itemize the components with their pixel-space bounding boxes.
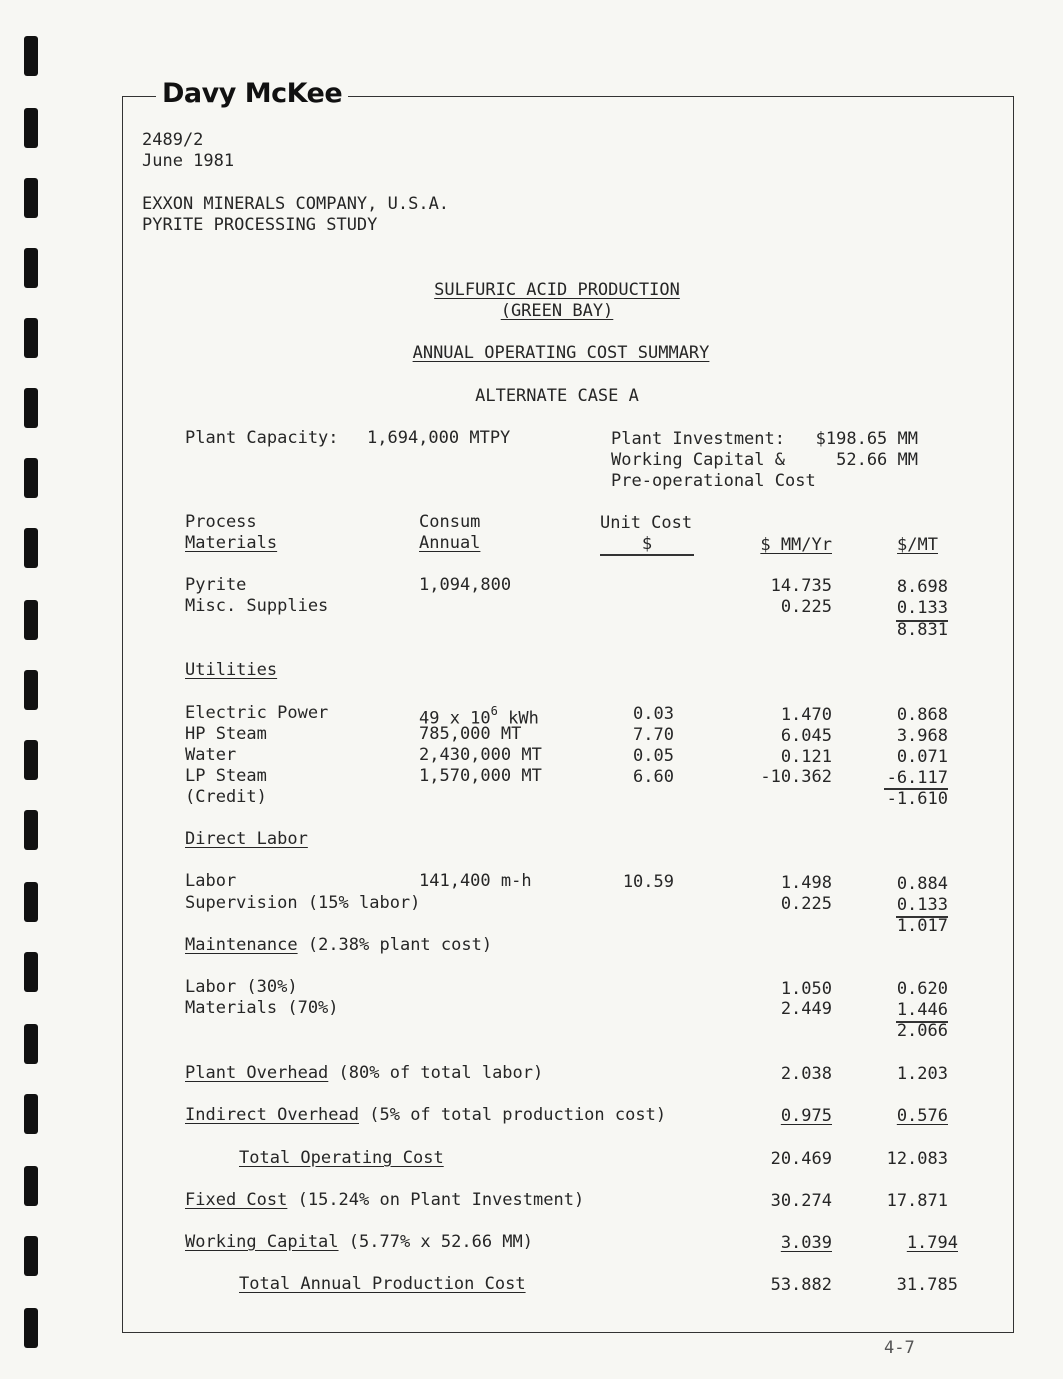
row-per-mt: 0.868 (896, 705, 948, 725)
col-mm-yr: $ MM/Yr (760, 535, 832, 555)
company-logo: Davy McKee (156, 78, 348, 109)
row-unit-cost: 6.60 (633, 767, 674, 787)
total-annual-label: Total Annual Production Cost (239, 1274, 526, 1294)
row-mm-yr: 2.449 (780, 999, 832, 1019)
row-mm-yr: 14.735 (770, 576, 832, 596)
row-per-mt: 8.698 (896, 577, 948, 597)
indirect-overhead-per-mt: 0.576 (896, 1106, 948, 1126)
binder-hole (24, 178, 38, 218)
working-capital-value: 52.66 MM (836, 450, 918, 470)
plant-overhead-label: Plant Overhead (80% of total labor) (185, 1063, 544, 1083)
binder-hole (24, 388, 38, 428)
row-item: HP Steam (185, 724, 267, 744)
page-number: 4-7 (884, 1338, 915, 1358)
indirect-overhead-label: Indirect Overhead (5% of total production cost) (185, 1105, 667, 1125)
row-mm-yr: 0.225 (780, 597, 832, 617)
working-capital-per-mt: 1.794 (906, 1233, 958, 1253)
utilities-credit-label: (Credit) (185, 787, 267, 807)
row-per-mt: -6.117 (886, 768, 948, 788)
report-location: (GREEN BAY) (500, 301, 614, 321)
doc-date: June 1981 (142, 151, 235, 171)
plant-capacity-label: Plant Capacity: (185, 428, 339, 448)
row-consum: 141,400 m-h (419, 871, 532, 891)
fixed-cost-label: Fixed Cost (15.24% on Plant Investment) (185, 1190, 585, 1210)
col-per-mt: $/MT (897, 535, 938, 555)
row-consum: 2,430,000 MT (419, 745, 542, 765)
row-per-mt: 3.968 (896, 726, 948, 746)
row-unit-cost: 10.59 (622, 872, 674, 892)
binder-hole (24, 458, 38, 498)
working-capital-mm-yr: 3.039 (780, 1233, 832, 1253)
client-name: EXXON MINERALS COMPANY, U.S.A. (142, 194, 450, 214)
row-mm-yr: -10.362 (760, 767, 832, 787)
binder-hole (24, 1024, 38, 1064)
binder-hole (24, 1094, 38, 1134)
col-unit-cost-underline (600, 554, 694, 556)
total-annual-per-mt: 31.785 (896, 1275, 958, 1295)
report-title: SULFURIC ACID PRODUCTION (434, 280, 680, 300)
row-mm-yr: 6.045 (780, 726, 832, 746)
section-heading-utilities: Utilities (185, 660, 278, 680)
binder-hole (24, 108, 38, 148)
fixed-cost-mm-yr: 30.274 (770, 1191, 832, 1211)
binder-hole (24, 810, 38, 850)
plant-capacity-value: 1,694,000 MTPY (367, 428, 511, 448)
row-consum: 49 x $10^6$ kWh (419, 704, 539, 729)
direct-labor-subtotal: 1.017 (896, 916, 948, 936)
plant-investment-value: $198.65 MM (815, 429, 918, 449)
plant-overhead-mm-yr: 2.038 (780, 1064, 832, 1084)
row-mm-yr: 1.050 (780, 979, 832, 999)
row-item: Pyrite (185, 575, 247, 595)
binder-hole (24, 1236, 38, 1276)
plant-overhead-per-mt: 1.203 (896, 1064, 948, 1084)
total-operating-label: Total Operating Cost (239, 1148, 444, 1168)
total-operating-per-mt: 12.083 (886, 1149, 948, 1169)
binder-hole (24, 36, 38, 76)
row-item: Labor (185, 871, 237, 891)
row-per-mt: 0.133 (896, 895, 948, 915)
row-per-mt: 0.620 (896, 979, 948, 999)
col-annual: Annual (419, 533, 481, 553)
row-per-mt: 0.071 (896, 747, 948, 767)
fixed-cost-per-mt: 17.871 (886, 1191, 948, 1211)
col-materials: Materials (185, 533, 278, 553)
maintenance-subtotal: 2.066 (896, 1021, 948, 1041)
row-per-mt: 0.884 (896, 874, 948, 894)
section-heading-direct-labor: Direct Labor (185, 829, 308, 849)
row-item: Supervision (15% labor) (185, 893, 421, 913)
plant-investment-label: Plant Investment: (611, 429, 785, 449)
row-item: Misc. Supplies (185, 596, 329, 616)
row-item: LP Steam (185, 766, 267, 786)
col-process: Process (185, 512, 257, 532)
section-heading-maintenance: Maintenance (2.38% plant cost) (185, 935, 493, 955)
binder-hole (24, 600, 38, 640)
study-name: PYRITE PROCESSING STUDY (142, 215, 378, 235)
total-operating-mm-yr: 20.469 (770, 1149, 832, 1169)
row-consum: 1,570,000 MT (419, 766, 542, 786)
preop-cost-label: Pre-operational Cost (611, 471, 816, 491)
binder-hole (24, 528, 38, 568)
row-item: Materials (70%) (185, 998, 339, 1018)
report-summary-title: ANNUAL OPERATING COST SUMMARY (412, 343, 710, 363)
row-unit-cost: 0.03 (633, 704, 674, 724)
working-capital-label: Working Capital & (611, 450, 785, 470)
row-item: Labor (30%) (185, 977, 298, 997)
binder-hole (24, 1308, 38, 1348)
binder-hole (24, 670, 38, 710)
binder-hole (24, 1166, 38, 1206)
row-unit-cost: 7.70 (633, 725, 674, 745)
row-mm-yr: 0.225 (780, 894, 832, 914)
row-item: Water (185, 745, 237, 765)
binder-hole (24, 248, 38, 288)
binder-hole (24, 740, 38, 780)
col-unit-cost-currency: $ (641, 534, 653, 554)
binder-hole (24, 318, 38, 358)
row-consum: 785,000 MT (419, 724, 522, 744)
row-per-mt: 0.133 (896, 598, 948, 618)
process-subtotal: 8.831 (896, 620, 948, 640)
report-case: ALTERNATE CASE A (475, 386, 639, 406)
row-per-mt: 1.446 (896, 1000, 948, 1020)
row-mm-yr: 1.498 (780, 873, 832, 893)
utilities-subtotal: -1.610 (886, 789, 948, 809)
indirect-overhead-mm-yr: 0.975 (780, 1106, 832, 1126)
working-capital-row-label: Working Capital (5.77% x 52.66 MM) (185, 1232, 534, 1252)
total-annual-mm-yr: 53.882 (770, 1275, 832, 1295)
row-unit-cost: 0.05 (633, 746, 674, 766)
row-item: Electric Power (185, 703, 329, 723)
binder-hole (24, 952, 38, 992)
binder-hole (24, 882, 38, 922)
row-consum: 1,094,800 (419, 575, 512, 595)
doc-number: 2489/2 (142, 130, 204, 150)
row-mm-yr: 1.470 (780, 705, 832, 725)
col-unit-cost: Unit Cost (600, 513, 693, 533)
row-mm-yr: 0.121 (780, 747, 832, 767)
col-consum: Consum (419, 512, 481, 532)
